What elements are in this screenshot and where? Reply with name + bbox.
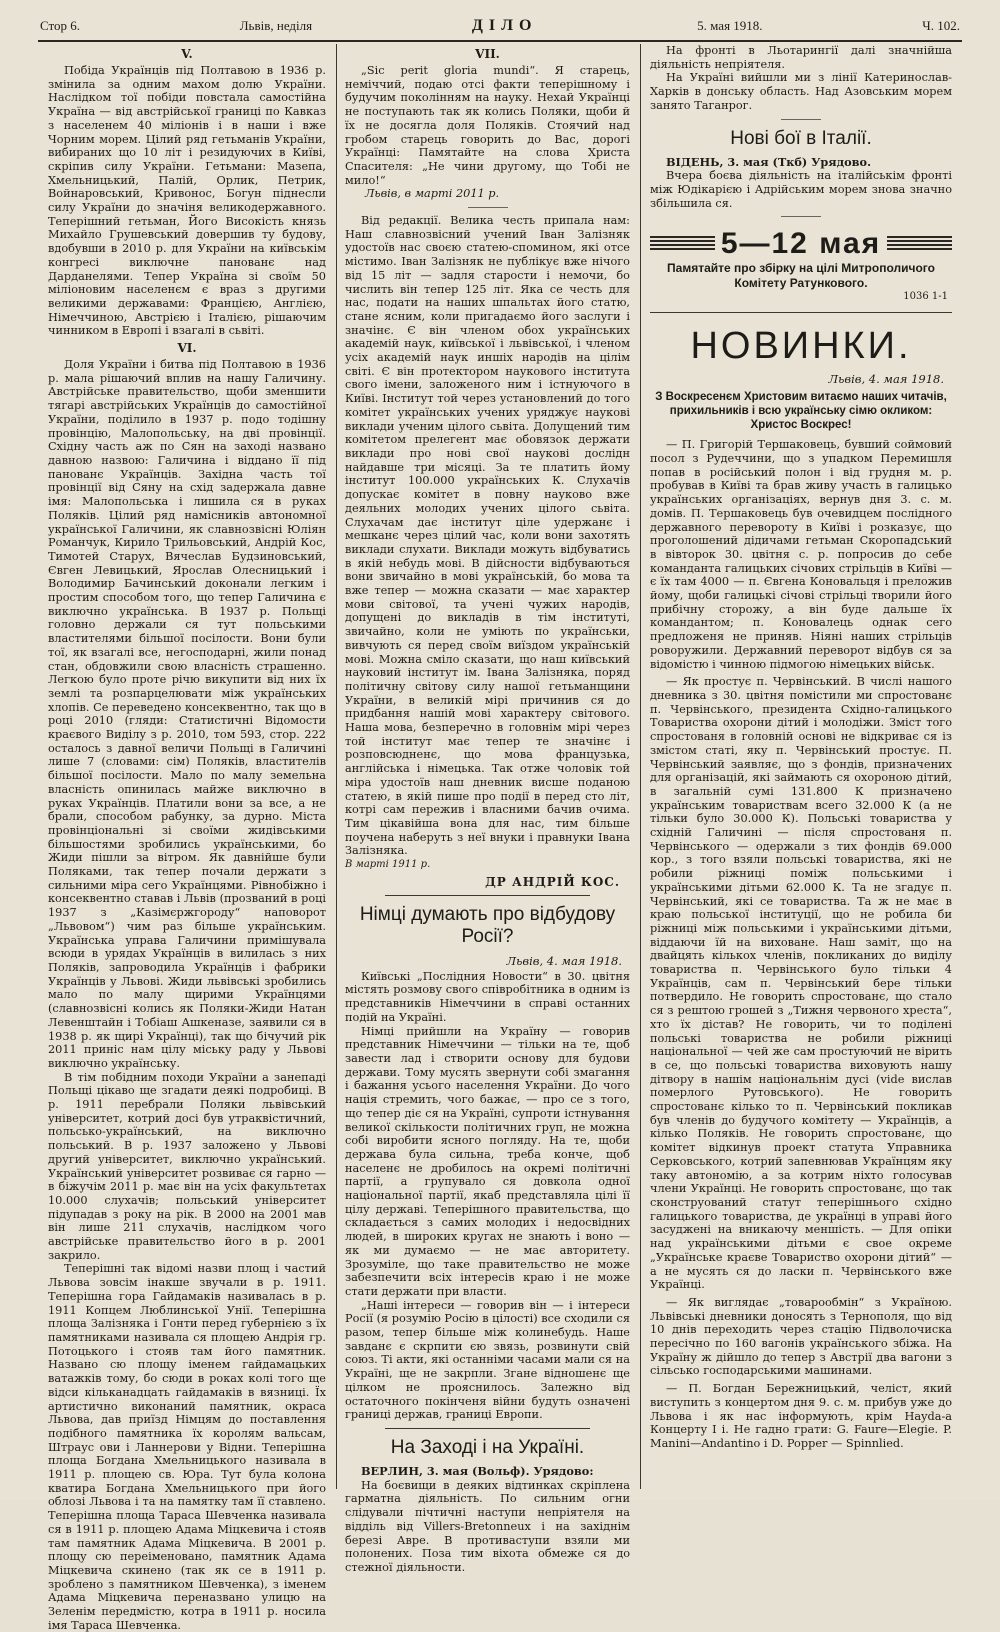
ad-dates-text: 5—12 мая (720, 227, 882, 261)
divider (781, 216, 821, 217)
dateline: Львів, 4. мая 1918. (828, 372, 944, 387)
place-day: Львів, неділя (239, 18, 313, 33)
article-paragraph: Вчера боєва діяльність на італійськім фронті між Юдікарією і Адрійським морем знова значно збільшила ся. (650, 169, 952, 210)
advertisement (650, 223, 952, 306)
divider (468, 207, 508, 208)
ad-dates (650, 227, 952, 261)
news-item: — Як простує п. Червінський. В числі нашого дневника з 30. цвітня помістили ми спростованє п. Червінського, президента Східно-галицького Товариства охорони дітий і молодіжи. Зміст того спростованя в головній основі не відкриває ся із змістом статі, яку п. Червінський простує. П. Червінський заявляє, що з фондів, призначених для організацій, які займають ся охороною дітий, в загальній сумі 131.800 К призначено українським товариствам всего 32.000 К (а не тільки було 30.000 К). Польські товариства у східній Галичині — після спростованя п. Червінського — одержали з тих фондів 69.000 кор., з того взяли польські товариства, які не робили ріжниці поміж польськими і українськими дітьми 62.000 К. Та не згадує п. Червінський, які се товариства. Та ж не має в краю польської інституції, що не робила би ріжниці між польськими і українськими дітьми, віддаючи їй на виховане. Наш заміт, що на двайцять кількох членів, покликаних до виділу товариства п. Червінського було тільки 4 Українців, сам п. Червінський бере тільки потвердило. Не говорить спростованє, що стало ся з рештою грошей з „Тижня червоного хреста“, хто їх дістав? Не говорить, чи то поділені польські товариства не робили ріжниці національної — чей же сам простуючий не вірить в се, що польські товариства виховують нашу дітвору в нашім національнім дусі (vide вислав померлого Рутовського). Не говорить спростованє кілько то п. Червінський покликав був членів до будучого комітету — Українців, а кілько Поляків. Не говорить спростованє, що комітет відкинув проект статута Управника Серковського, котрий запевнював Українцям яку таку автономію, а за котрим ніхто голосував члени Українці. Не говорить спростованє, що так сконструований статут теперішнього східно галицького товариства, де українці в управі його засуджені на вникаючу меншість. — Для опіки над українськими дітьми є свое окреме „Українське краєве Товариство охорони дітий“ — а не мусять ся до ласки п. Червінського вже Українці. (650, 675, 952, 1292)
article-paragraph: Доля України і битва під Полтавою в 1936 р. мала рішаючий вплив на нашу Галичину. Австрійське правительство, щоби зменшити тягарі австрійських Українців до самостійної України, поділило в 1937 р. подо тодішну провінцію, Малопольську, на дві провінції. Східну часть аж по Сян на заході названо давною назвою: Галичина і віддано її під панованє Українців. Західна часть тої провінції від Сяну на схід задержала давне імя: Малопольська і лишила ся в руках Поляків. Цілий ряд намісників автономної української Галичини, як славнозвісні Юліян Романчук, Кирило Трильовський, Андрій Кос, Тимотей Старух, Вячеслав Будзиновський, Євген Левицький, Ярослав Олесницький і Володимир Бачинський доконали легким і простим способом того, що тепер Галичина є виключно українська. В 1937 р. Польщі головно держали ся тут польськими властителями більшої посілости. Вони були тої, як взагалі все, негосподарні, жили понад стан, обдовжили свою власність страшенно. Легкою було проте річю викупити від них їх землі та розпарцелювати між українських хлопів. Се переведено консеквентно, так що в році 2010 (гляди: Статистичні Відомости краєвого Виділу з р. 2010, том 593, стор. 222 осталось з давної величи Польщі в Галичині лише 7 (словами: сім) Поляків, властителів більшої посілости. Мало по малу земельна власність опинилась майже виключно в руках Українців. Платили вони за все, а не брали, способом рабунку, за дурно. Міста провінціональні зі своїми жидівськими більшостями зробились українськими, бо Жиди пішли за вітром. Як давнійше були Поляками, так тепер почали держати з сильними міра сего Українцями. Рівнобіжно і консеквентно ставав і Львів (прозваний в році 1937 з „Казімєржгороду“ наповорот „Львовом“) чим раз більше українським. Українська управа Галичини примішувала всюди в урядах Українців в вилилась з них Поляків, запроводила Українців і фабрики Українців у Львові. Жиди львівські зробились мало по малу щирими Українцями (славнозвісні колись як Поляки-Жиди Натан Левенштайн і Тобіаш Ашкеназе, заявили ся в 1938 р. як щирі Українці), так що бічучий рік 2011 приніс нам цілу міську раду у Львові виключно українську. (48, 358, 326, 1070)
issue-number: Ч. 102. (922, 18, 960, 33)
column-3 (650, 44, 952, 1494)
issue-date: 5. мая 1918. (697, 18, 763, 33)
ad-text: Памятайте про збірку на цілі Митрополичого Комітету Ратункового. (667, 261, 935, 291)
place-date: Львів, в марті 2011 р. (365, 187, 500, 201)
editorial-note: Від редакції. Велика честь припала нам: Наш славнозвісний учений Іван Залізняк удостоїв нас своєю статею-спомином, які отсе містимо. Іван Залізняк не публікує вже нічого від 15 літ — задля старости і немочи, бо числить він тепер 125 літ. Яка се честь для нас, подати на наших шпальтах його статю, стане ясним, коли пригадаємо його заслуги і значінє. Є він членом обох українських академій наук, київської і львівської, і членом усіх академій наук иншіх народів на цілім світі. Є він протектором наукового інститута свого імени, заложеного ним і істнуючого в Київі. Інститут той через установлений до того комітет українських учених уряджує наукові виклади ученим цілого сьвіта. Долущений тим комітетом прелегент має обовязок держати виклади про нові свої наукові дослідн найдавше три місяці. За те платить йому інститут 100.000 українських К. Слухачів допускає комітет в повну науково вже деяльних молодих учених цілого сьвіта. Слухачам дає інститут ціле удержанє і мешканє через цілий час, коли вони захотять виклади слухати. Виклади можуть відбуватись в якій небудь мові. В дійсности відбуваються вони звичайно в мові українській, бо мова та вже тепер — можна сказати — має характер мови світової, та учені чужих народів, допущені до викладів в тім інституті, звичайно, коли не уміють по українськи, вивчують ся перед своїм виїздом українській мові. Можна сміло сказати, що наш київський науковий інститут ім. Івана Залізняка, поряд політичну світову силу нашої гетьманщини України, в великій мірі причинив ся до придбання нашій мові характеру світового. Наша мова, безперечно в головнім мірі через той інститут має тепер те значінє і розповсюдненє, що мова французька, англійська і німецька. Так отже чоловік той міра удостоїв наш дневник висше поданою статею, в якій пише про події в перед сто літ, котрі сам пережив і власними бачив очима. Тим цікавійша вона для нас, тим більше поучена наберуть з неї внуки і правнуки Івана Залізняка. (345, 214, 630, 858)
section-vi-heading: VI. (177, 341, 197, 356)
news-item: — П. Григорій Тершаковець, бувший соймовий посол з Рудеччини, що з упадком Перемишля попав в російський полон і від грудня м. р. пробував в Київі та брав живу участь в галицько українських організаціях, вернув дня 3. с. м. домів. П. Тершаковець був очевидцем послідного державного перевороту в Київі і розказує, що проголошений дідичами гетьман Скоропадський в вівторок 30. цвітня с. р. попросив до себе команданта галицьких січових стрільців в Київі — є їх там 4000 — п. Євгена Коновальця і преложив йому, щоби галицькі січові стрільці творили його прибічну сторожу, а він буде дальше їх командантом; п. Коновалець однак сего предложеня не приняв. Ніяні наших стрільців роворужили. Державний переворот відбув ся за відомістю і чинною підмогою німецьких військ. (650, 438, 952, 671)
news-item: — П. Богдан Бережницький, челіст, який виступить з концертом дня 9. с. м. прибув уже до Львова і як нас інформують, крім Hayda-а Концерту I і. Не гадно грати: G. Faure—Elegie. P. Manini—Andantino і D. Popper — Spinnlied. (650, 1382, 952, 1450)
section-v-heading: V. (181, 47, 193, 61)
article-paragraph: Київські „Послідния Новости“ в 30. цвітня містять розмову свого співробітника в одним із представників Німеччини в справі останних подій на Україні. (345, 969, 630, 1024)
easter-greeting: З Воскресенєм Христовим витаємо наших читачів, прихильників і всю українську сімю окликом: Христос Воскрес! (655, 391, 947, 432)
newspaper-title: ДІЛО (471, 17, 538, 34)
masthead (40, 14, 960, 38)
article-paragraph: В тім побідним походи України а занепаді Польщі цікаво ще згадати деякі подробиці. В р. 1911 перебрали Поляки львівський університет, котрий досі був утраквістичний, польсько-український, на виключно польський. В р. 1937 заложено у Львові другий університет, виключно український. Український університет розвиває ся гарно — в біжучім 2011 р. має він на усіх факультетах 10.000 слухачів; польський університет підупадав з року на рік. В 2000 на 2001 мав він лише 211 слухачів, наслідком чого австрійське правительство його в р. 2001 закрило. (48, 1070, 326, 1262)
place-date: В марті 1911 р. (345, 859, 431, 871)
divider (781, 119, 821, 120)
article-paragraph: Німці прийшли на Україну — говорив представник Німеччини — тільки на те, щоб завести лад і створити основу для будови держави. Тому мусять звернути собі змагання і бажання усього населення України. До чого нація стремить, чого бажає, — про се з того, що тепер діє ся на Україні, супроти істнування великої скількости політичних груп, не можна собі виробити ясного погляду. На те, щоби держава була сильна, треба конче, щоб населенє не дробилось на окремі політичні партії, а групувало ся довкола одної національної партії, якаб представляла цілі її цілу державі. Теперішного правительства, що складається з самих молодих і недосвідних людей, в широких кругах не знають і воно — як ми думаємо — не має авторитету. Зрозуміле, що таке правительство не може забезпечити всіх інтересів краю і не може стати держати при власти. (345, 1024, 630, 1298)
section-vii-heading: VII. (475, 47, 500, 61)
page-number: Стор 6. (40, 18, 81, 33)
dispatch-line: ВІДЕНЬ, 3. мая (Ткб) Урядово. (666, 154, 872, 169)
column-rule-2 (640, 44, 641, 1489)
ad-code: 1036 1-1 (903, 291, 948, 303)
news-section-heading: НОВИНКИ. (690, 325, 912, 368)
column-rule-1 (336, 44, 337, 1489)
divider (385, 1428, 590, 1429)
dateline: Львів, 4. мая 1918. (506, 953, 622, 968)
column-2 (345, 44, 630, 1574)
headline-italy: Нові бої в Італії. (730, 127, 872, 149)
news-item: — Як виглядає „товарообмін“ з Україною. Львівські дневники доносять з Тернополя, що від 10 днів переходить через стацію Підволочиска пересічно по 160 вагонів українського збіжа. На Україну ж дійшло до тепер з Австрії два вагони з сільсько господарськими машинами. (650, 1295, 952, 1378)
article-paragraph: На фронті в Льотарингії далі значнійша діяльність непріятеля. (650, 44, 952, 71)
divider (385, 895, 590, 896)
column-1 (48, 44, 326, 1632)
article-paragraph: На Україні вийшли ми з лінії Катеринослав-Харків в донську область. Над Азовським морем занято Таганрог. (650, 71, 952, 112)
headline-west-ukraine: На Заході і на Україні. (390, 1436, 585, 1458)
article-paragraph: „Sic perit gloria mundi“. Я старець, неміччий, подаю отсі факти теперішному і будучим поколінням на науку. Нехай Українці не поступають так як колись Поляки, щоби й їх не досягла доля Поляків. Стоячий над гробом старець говорить до Вас, дорогі Українці: Памятайте на слова Христа Спасителя: „Не чини другому, що Тобі не мило!“ (345, 64, 630, 187)
headline-germans-russia: Німці думають про відбудову Росії? (359, 903, 616, 947)
article-paragraph: „Наші інтереси — говорив він — і інтереси Росії (я розумію Росію в цілості) все сходили ся разом, тепер більше між колинебудь. Наше завданє є скрпити єю звязь, розвинути свій союз. Ті акти, які останніми часами мали ся на Україні, ще не закрпли. Згане відношенє ще цілком не прояснилось. Залежно від остаточного покінченя війни будуть означені границі держав, границі Европи. (345, 1298, 630, 1422)
ad-decoration (650, 236, 715, 252)
divider (650, 312, 952, 313)
dispatch-line: ВЕРЛИН, 3. мая (Вольф). Урядово: (361, 1463, 594, 1478)
article-paragraph: На боєвищи в деяких відтинках скріплена гарматна діяльність. По сильним огни слідували пічтичні наступи непріятеля на відділь від Villers-Bretonneux і на західнім березі Авре. В противаступи взяли ми полонених. Поза тим віхота обмеже ся до стежної діяльности. (345, 1478, 630, 1574)
author-signature: ДР АНДРІЙ КОС. (485, 874, 620, 889)
article-paragraph: Побіда Українців під Полтавою в 1936 р. змінила за одним махом долю України. Наслідком тої побіди повстала самостійна Україна — від австрійської границі по Кавказ з населенем 40 міліонів і в наши і вже Чорним морем. Цілий ряд гетьманів України, вибираних що 10 літ і резидуючих в Київі, скріпив силу України. Гетьмани: Мазепа, Хмельницький, Палій, Орлик, Петрик, Войнаровський, Кривонос, Богун піднесли силу України до значіня великодержавного. Теперішний гетьман, Його Високість князь Михайло Грушевський довершив ту будову, вдобувши в 2010 р. для України на київськім конгресі виключне панованє над Дарданелями. Тепер Україна зі своїм 50 міліоновим населенєм є враз з другими великими державами: Францією, Англією, Німеччиною, Австрією і Італією, рішаючим чинником в Европі і взагалі в сьвіті. (48, 64, 326, 338)
article-paragraph: Теперішні так відомі назви площ і частий Львова зовсім інакше звучали в р. 1911. Теперішна гора Гайдамаків називалась в р. 1911 Копцем Люблинської Унії. Теперішна площа Залізняка і Гонти перед губернією з їх памятниками називала ся площею Андрія гр. Потоцького і стояв там його памятник. Названо сю площу іменем гайдамацьких ватажків тому, бо сюди в роках колі того ще відси кільканадцать гайдамаків в вязниці. Їх артистично виконаний памятник, окраса Львова, дав приїзд Німцям до поставлення подібного памятника їх королям вальсам, Штраус ови і Ланнерови у Відни. Теперішна площа Богдана Хмельницького називала в 1911 р. площею св. Юра. Тут була колона кватира Богдана Хмельницького при його облозі Львова і та на памятку там її ставлено. Теперішна площа Тараса Шевченка називала ся в 1911 р. площею Адама Міцкевича і стояв там памятник Адама Міцкевича. В 2001 р. площу сю переіменовано, памятник Адама Міцкевича скинено (так як се в 1911 р. зроблено з памятником Шевченка), з іменем Адама Міцкевича переназвано улицю на Зеленім передмістю, котра в 1911 р. носила імя Тараса Шевченка. (48, 1262, 326, 1632)
masthead-rule (38, 40, 962, 42)
ad-decoration (887, 236, 952, 252)
